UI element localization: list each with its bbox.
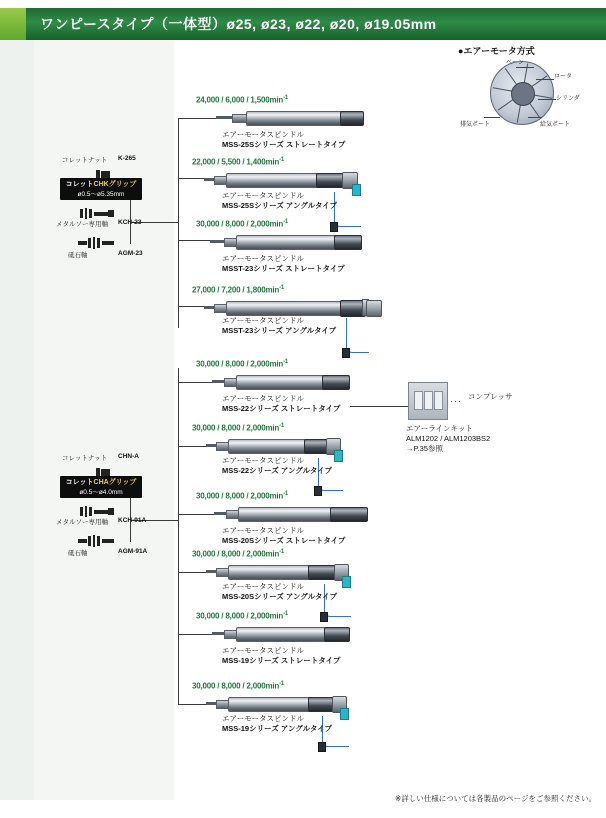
product-image-mss-25s-straight [216, 108, 366, 130]
caption-msst-23-angle: エアーモータスピンドル MSST-23シリーズ アングルタイプ [222, 316, 337, 335]
caption-mss-22-straight: エアーモータスピンドル MSS-22シリーズ ストレートタイプ [222, 394, 341, 413]
stub-10 [178, 704, 208, 705]
label-rotor: ロータ [554, 74, 573, 80]
grindstone-label-2: 砥石軸 [68, 550, 88, 557]
stub-6 [178, 446, 208, 447]
grindstone-code-1: AGM-23 [118, 250, 143, 257]
stub-8 [178, 572, 208, 573]
trunk-line-upper [178, 118, 179, 328]
caption-mss-22-angle: エアーモータスピンドル MSS-22シリーズ アングルタイプ [222, 456, 332, 475]
product-image-msst-23-straight [210, 232, 370, 254]
spec-mss-25s-straight: $24,000 / 6,000 / 1,500\min^{-1}$ [196, 95, 289, 105]
left-background-column [0, 40, 34, 800]
collet-nut-label-1: コレットナット [62, 157, 108, 164]
collet-nut-code-1: K-265 [118, 155, 136, 162]
stub-2 [178, 178, 206, 179]
spec-mss-20s-angle: $30,000 / 8,000 / 2,000\min^{-1}$ [192, 549, 285, 559]
air-motor-heading: ●エアーモータ方式 [458, 46, 535, 56]
metal-saw-code-2: KCH-91A [118, 517, 147, 524]
product-image-mss-22-straight [212, 372, 362, 394]
metal-saw-code-1: KCH-23 [118, 219, 142, 226]
spec-mss-19-angle: $30,000 / 8,000 / 2,000\min^{-1}$ [192, 681, 285, 691]
spec-mss-19-straight: $30,000 / 8,000 / 2,000\min^{-1}$ [196, 611, 289, 621]
compressor-dots: ··· [450, 396, 462, 406]
spec-mss-22-straight: $30,000 / 8,000 / 2,000\min^{-1}$ [196, 359, 289, 369]
label-vane: ベーン [506, 60, 524, 66]
spec-msst-23-straight: $30,000 / 8,000 / 2,000\min^{-1}$ [196, 219, 289, 229]
page-header [0, 8, 606, 40]
stub-1 [178, 118, 218, 119]
metal-saw-label-1: メタルソー専用軸 [56, 221, 108, 228]
label-supply-port: 給気ポート [540, 122, 571, 128]
caption-mss-25s-angle: エアーモータスピンドル MSS-25Sシリーズ アングルタイプ [222, 191, 337, 210]
caption-mss-25s-straight: エアーモータスピンドル MSS-25Sシリーズ ストレートタイプ [222, 130, 346, 149]
header-accent-bar [0, 8, 26, 40]
stub-9 [178, 634, 212, 635]
stub-3 [178, 240, 210, 241]
collet-nut-label-2: コレットナット [62, 455, 108, 462]
grindstone-label-1: 砥石軸 [68, 252, 88, 259]
caption-mss-19-straight: エアーモータスピンドル MSS-19シリーズ ストレートタイプ [222, 646, 341, 665]
air-motor-graphic [460, 59, 584, 128]
caption-mss-20s-angle: エアーモータスピンドル MSS-20Sシリーズ アングルタイプ [222, 582, 337, 601]
air-line-kit-caption: エアーラインキット ALM1202 / ALM1203BS2 →P.35参照 [406, 424, 491, 453]
caption-mss-20s-straight: エアーモータスピンドル MSS-20Sシリーズ ストレートタイプ [222, 526, 346, 545]
kit-connector-line [350, 406, 408, 407]
stub-5 [178, 382, 212, 383]
stub-4 [178, 306, 206, 307]
metal-saw-label-2: メタルソー専用軸 [56, 519, 108, 526]
air-line-kit-image [408, 382, 448, 420]
air-motor-diagram [458, 44, 594, 132]
caption-msst-23-straight: エアーモータスピンドル MSST-23シリーズ ストレートタイプ [222, 254, 345, 273]
page-title: ワンピースタイプ（一体型）ø25, ø23, ø22, ø20, ø19.05mm [40, 16, 437, 32]
product-image-mss-20s-straight [214, 504, 374, 526]
caption-mss-19-angle: エアーモータスピンドル MSS-19シリーズ アングルタイプ [222, 714, 332, 733]
left-accessory-panel [34, 40, 174, 800]
footnote: ※詳しい仕様については各製品のページをご参照ください。 [395, 794, 596, 803]
spec-mss-20s-straight: $30,000 / 8,000 / 2,000\min^{-1}$ [196, 491, 289, 501]
rotor-disc-icon [490, 61, 554, 125]
label-exhaust-port: 排気ポート [460, 122, 491, 128]
spec-msst-23-angle: $27,000 / 7,200 / 1,800\min^{-1}$ [192, 285, 285, 295]
spec-mss-22-angle: $30,000 / 8,000 / 2,000\min^{-1}$ [192, 423, 285, 433]
collet-grip-badge-1: コレットCHKグリップ ø0.5〜ø5.35mm [60, 178, 142, 200]
compressor-label: コンプレッサ [468, 392, 513, 401]
trunk-line-lower [178, 368, 179, 704]
stub-7 [178, 514, 214, 515]
product-image-mss-19-straight [212, 624, 362, 646]
collet-nut-code-2: CHN-A [118, 453, 139, 460]
label-cylinder: シリンダ [556, 96, 580, 102]
collet-grip-badge-2: コレットCHAグリップ ø0.5〜ø4.0mm [60, 476, 142, 498]
spec-mss-25s-angle: $22,000 / 5,500 / 1,400\min^{-1}$ [192, 157, 285, 167]
grindstone-code-2: AGM-91A [118, 548, 148, 555]
